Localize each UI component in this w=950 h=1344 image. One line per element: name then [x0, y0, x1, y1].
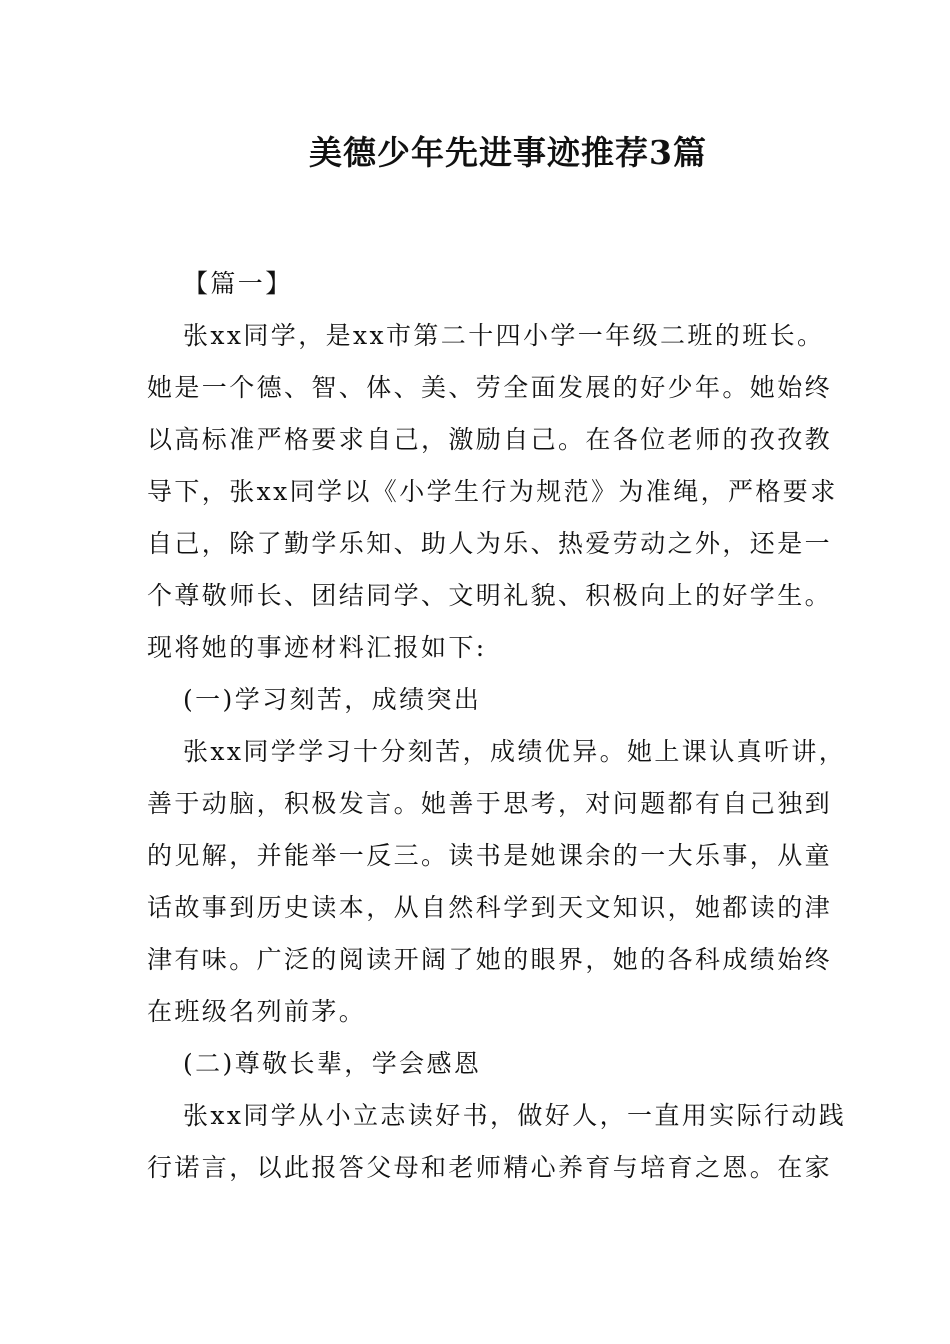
paragraph-3-line-2: 行诺言，以此报答父母和老师精心养育与培育之恩。在家 [147, 1153, 833, 1182]
section-heading-1: (一)学习刻苦，成绩突出 [183, 685, 482, 714]
paragraph-2-line-5: 津有味。广泛的阅读开阔了她的眼界，她的各科成绩始终 [147, 945, 833, 974]
paragraph-1-line-2: 她是一个德、智、体、美、劳全面发展的好少年。她始终 [147, 373, 833, 402]
document-title: 美德少年先进事迹推荐3篇 [309, 133, 707, 172]
paragraph-1-line-4: 导下，张xx同学以《小学生行为规范》为准绳，严格要求 [147, 477, 838, 506]
paragraph-1-line-5: 自己，除了勤学乐知、助人为乐、热爱劳动之外，还是一 [147, 529, 833, 558]
section-heading-2: (二)尊敬长辈，学会感恩 [183, 1049, 482, 1078]
paragraph-2-line-4: 话故事到历史读本，从自然科学到天文知识，她都读的津 [147, 893, 833, 922]
paragraph-1-line-7: 现将她的事迹材料汇报如下: [147, 633, 487, 662]
paragraph-2-line-6: 在班级名列前茅。 [147, 997, 367, 1026]
paragraph-2-line-3: 的见解，并能举一反三。读书是她课余的一大乐事，从童 [147, 841, 833, 870]
paragraph-2-line-1: 张xx同学学习十分刻苦，成绩优异。她上课认真听讲， [183, 737, 847, 766]
paragraph-1-line-3: 以高标准严格要求自己，激励自己。在各位老师的孜孜教 [147, 425, 833, 454]
paragraph-1-line-1: 张xx同学，是xx市第二十四小学一年级二班的班长。 [183, 321, 825, 350]
section-label: 【篇一】 [183, 269, 293, 298]
document-body [147, 258, 847, 1194]
paragraph-3-line-1: 张xx同学从小立志读好书，做好人，一直用实际行动践 [183, 1101, 847, 1130]
paragraph-1-line-6: 个尊敬师长、团结同学、文明礼貌、积极向上的好学生。 [147, 581, 833, 610]
paragraph-2-line-2: 善于动脑，积极发言。她善于思考，对问题都有自己独到 [147, 789, 833, 818]
